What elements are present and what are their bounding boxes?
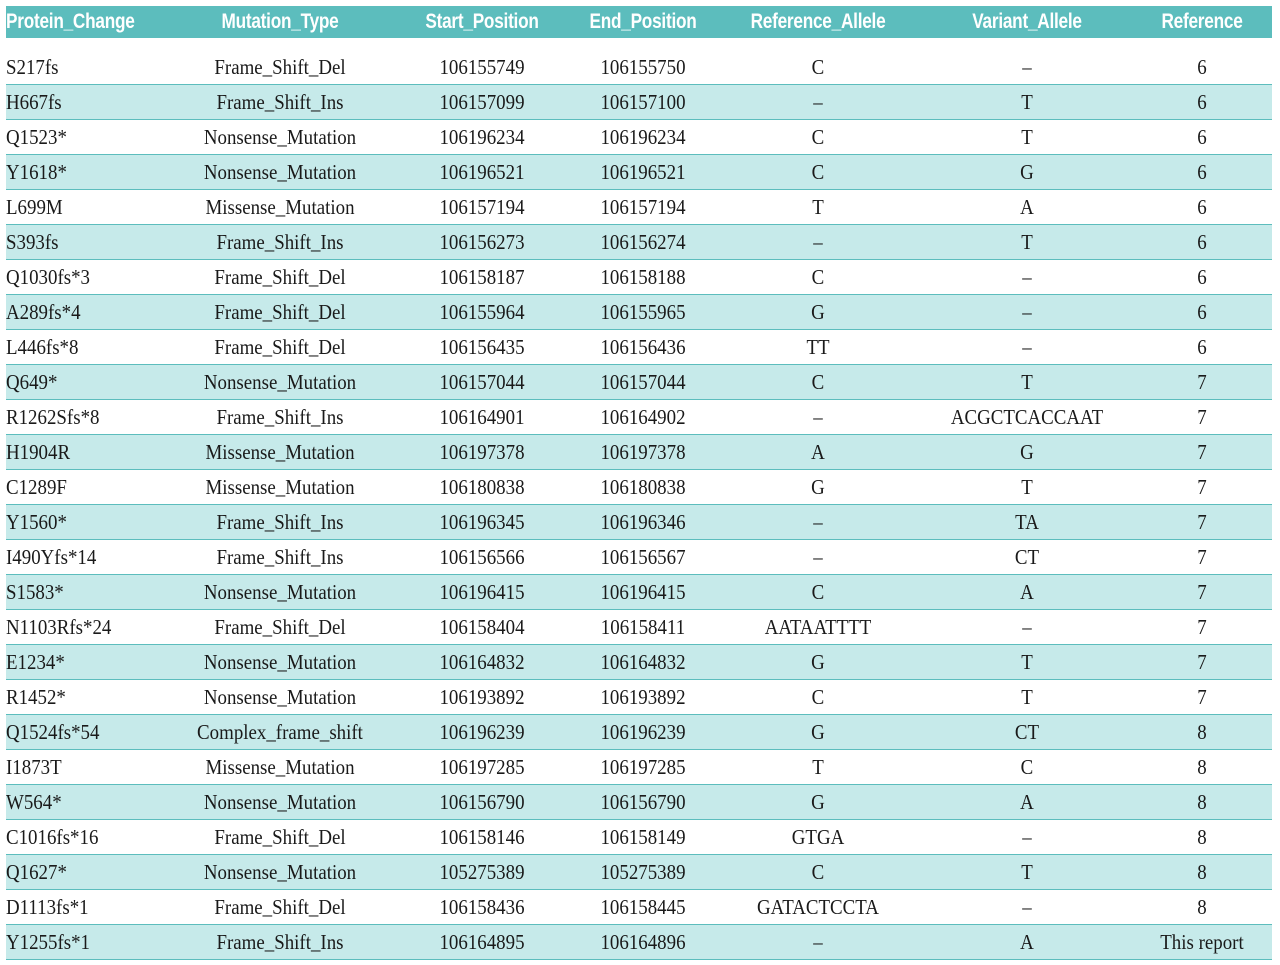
header-start-position: Start_Position [425, 10, 539, 33]
reference-allele-cell: G [811, 299, 825, 324]
reference-cell: 8 [1197, 719, 1207, 744]
protein-change-cell: Y1255fs*1 [6, 929, 91, 954]
table-row [6, 680, 1272, 715]
table-row [6, 785, 1272, 820]
mutation-type-cell: Frame_Shift_Ins [216, 404, 344, 429]
protein-change-cell: C1289F [6, 474, 67, 499]
start-position-cell: 106196239 [439, 719, 525, 744]
protein-change-cell: Y1618* [6, 159, 67, 184]
end-position-cell: 106156436 [600, 334, 686, 359]
reference-allele-cell: AATAATTTT [764, 614, 872, 639]
variant-allele-cell: G [1020, 159, 1034, 184]
header-reference-allele: Reference_Allele [750, 10, 886, 33]
reference-allele-cell: – [813, 544, 823, 569]
end-position-cell: 106197285 [600, 754, 686, 779]
reference-allele-cell: G [811, 789, 825, 814]
header-reference: Reference [1161, 10, 1243, 33]
reference-cell: 8 [1197, 754, 1207, 779]
variant-allele-cell: – [1022, 54, 1032, 79]
reference-cell: 6 [1197, 54, 1207, 79]
mutation-type-cell: Frame_Shift_Del [214, 894, 346, 919]
variant-allele-cell: – [1022, 299, 1032, 324]
reference-cell: 6 [1197, 299, 1207, 324]
end-position-cell: 106155965 [600, 299, 686, 324]
protein-change-cell: D1113fs*1 [6, 894, 89, 919]
reference-cell: 7 [1197, 404, 1207, 429]
variant-allele-cell: T [1021, 859, 1033, 884]
end-position-cell: 106158149 [600, 824, 686, 849]
reference-cell: 7 [1197, 649, 1207, 674]
table-row [6, 435, 1272, 470]
mutation-type-cell: Frame_Shift_Del [214, 299, 346, 324]
reference-allele-cell: C [811, 159, 825, 184]
reference-cell: This report [1160, 929, 1244, 954]
protein-change-cell: S217fs [6, 54, 59, 79]
mutation-type-cell: Frame_Shift_Ins [216, 229, 344, 254]
protein-change-cell: S1583* [6, 579, 64, 604]
reference-allele-cell: T [812, 754, 824, 779]
protein-change-cell: E1234* [6, 649, 65, 674]
reference-cell: 7 [1197, 614, 1207, 639]
mutation-type-cell: Nonsense_Mutation [203, 789, 357, 814]
protein-change-cell: I1873T [6, 754, 62, 779]
reference-cell: 6 [1197, 194, 1207, 219]
table-row [6, 330, 1272, 365]
variant-allele-cell: – [1022, 334, 1032, 359]
reference-cell: 8 [1197, 789, 1207, 814]
reference-allele-cell: C [811, 579, 825, 604]
start-position-cell: 106164901 [439, 404, 525, 429]
table-row [6, 225, 1272, 260]
reference-cell: 7 [1197, 369, 1207, 394]
protein-change-cell: Q1030fs*3 [6, 264, 91, 289]
table-row [6, 190, 1272, 225]
reference-allele-cell: – [813, 509, 823, 534]
protein-change-cell: Q1523* [6, 124, 67, 149]
table-row [6, 155, 1272, 190]
variant-allele-cell: T [1021, 124, 1033, 149]
mutation-type-cell: Missense_Mutation [205, 194, 355, 219]
start-position-cell: 106196521 [439, 159, 525, 184]
mutation-type-cell: Frame_Shift_Del [214, 334, 346, 359]
mutation-type-cell: Frame_Shift_Del [214, 54, 346, 79]
reference-allele-cell: G [811, 474, 825, 499]
start-position-cell: 106197378 [439, 439, 525, 464]
reference-allele-cell: GATACTCCTA [757, 894, 879, 919]
start-position-cell: 106164832 [439, 649, 525, 674]
start-position-cell: 106156435 [439, 334, 525, 359]
protein-change-cell: H667fs [6, 89, 62, 114]
start-position-cell: 106157044 [439, 369, 525, 394]
reference-cell: 7 [1197, 544, 1207, 569]
table-row [6, 715, 1272, 750]
end-position-cell: 106156274 [600, 229, 686, 254]
end-position-cell: 106155750 [600, 54, 686, 79]
table-row [6, 575, 1272, 610]
mutation-type-cell: Frame_Shift_Ins [216, 929, 344, 954]
end-position-cell: 106158445 [600, 894, 686, 919]
variant-allele-cell: T [1021, 89, 1033, 114]
variant-allele-cell: – [1022, 894, 1032, 919]
table-row [6, 855, 1272, 890]
end-position-cell: 106156790 [600, 789, 686, 814]
protein-change-cell: W564* [6, 789, 62, 814]
end-position-cell: 106196346 [600, 509, 686, 534]
end-position-cell: 106158188 [600, 264, 686, 289]
start-position-cell: 105275389 [439, 859, 525, 884]
mutation-table [6, 6, 1272, 960]
mutation-type-cell: Complex_frame_shift [197, 719, 363, 744]
reference-cell: 6 [1197, 334, 1207, 359]
variant-allele-cell: T [1021, 369, 1033, 394]
variant-allele-cell: CT [1014, 719, 1040, 744]
start-position-cell: 106155964 [439, 299, 525, 324]
variant-allele-cell: T [1021, 229, 1033, 254]
variant-allele-cell: A [1020, 929, 1034, 954]
table-header [6, 6, 1272, 38]
mutation-type-cell: Nonsense_Mutation [203, 579, 357, 604]
reference-allele-cell: TT [806, 334, 830, 359]
end-position-cell: 106197378 [600, 439, 686, 464]
reference-cell: 7 [1197, 439, 1207, 464]
variant-allele-cell: A [1020, 579, 1034, 604]
mutation-type-cell: Frame_Shift_Del [214, 614, 346, 639]
start-position-cell: 106156566 [439, 544, 525, 569]
reference-allele-cell: – [813, 89, 823, 114]
header-protein-change: Protein_Change [6, 10, 135, 33]
end-position-cell: 106164832 [600, 649, 686, 674]
reference-allele-cell: C [811, 369, 825, 394]
header-variant-allele: Variant_Allele [972, 10, 1082, 33]
end-position-cell: 106157044 [600, 369, 686, 394]
reference-allele-cell: – [813, 929, 823, 954]
table-row [6, 540, 1272, 575]
table-row [6, 470, 1272, 505]
mutation-type-cell: Missense_Mutation [205, 474, 355, 499]
end-position-cell: 106196234 [600, 124, 686, 149]
reference-cell: 7 [1197, 579, 1207, 604]
reference-cell: 6 [1197, 264, 1207, 289]
start-position-cell: 106158436 [439, 894, 525, 919]
reference-allele-cell: C [811, 264, 825, 289]
start-position-cell: 106164895 [439, 929, 525, 954]
reference-allele-cell: C [811, 859, 825, 884]
mutation-type-cell: Frame_Shift_Ins [216, 509, 344, 534]
mutation-type-cell: Nonsense_Mutation [203, 159, 357, 184]
reference-cell: 7 [1197, 509, 1207, 534]
start-position-cell: 106156273 [439, 229, 525, 254]
mutation-type-cell: Missense_Mutation [205, 439, 355, 464]
table-row [6, 925, 1272, 960]
reference-allele-cell: C [811, 124, 825, 149]
mutation-type-cell: Frame_Shift_Ins [216, 89, 344, 114]
start-position-cell: 106196345 [439, 509, 525, 534]
mutation-type-cell: Frame_Shift_Del [214, 824, 346, 849]
start-position-cell: 106197285 [439, 754, 525, 779]
end-position-cell: 106157194 [600, 194, 686, 219]
end-position-cell: 106156567 [600, 544, 686, 569]
reference-cell: 7 [1197, 684, 1207, 709]
table-row [6, 85, 1272, 120]
reference-cell: 6 [1197, 159, 1207, 184]
reference-cell: 6 [1197, 89, 1207, 114]
variant-allele-cell: CT [1014, 544, 1040, 569]
end-position-cell: 106180838 [600, 474, 686, 499]
table-row [6, 750, 1272, 785]
table-row [6, 260, 1272, 295]
variant-allele-cell: T [1021, 649, 1033, 674]
table-row [6, 645, 1272, 680]
reference-cell: 7 [1197, 474, 1207, 499]
protein-change-cell: H1904R [6, 439, 71, 464]
protein-change-cell: Q649* [6, 369, 58, 394]
table-row [6, 505, 1272, 540]
table-row [6, 50, 1272, 85]
reference-allele-cell: G [811, 719, 825, 744]
mutation-type-cell: Nonsense_Mutation [203, 369, 357, 394]
reference-allele-cell: GTGA [791, 824, 845, 849]
protein-change-cell: Q1524fs*54 [6, 719, 100, 744]
variant-allele-cell: T [1021, 684, 1033, 709]
table-row [6, 365, 1272, 400]
protein-change-cell: C1016fs*16 [6, 824, 99, 849]
end-position-cell: 106196239 [600, 719, 686, 744]
reference-allele-cell: – [813, 404, 823, 429]
table-row [6, 890, 1272, 925]
end-position-cell: 106193892 [600, 684, 686, 709]
end-position-cell: 106196415 [600, 579, 686, 604]
start-position-cell: 106157099 [439, 89, 525, 114]
table-body [6, 50, 1272, 960]
table-row [6, 610, 1272, 645]
variant-allele-cell: – [1022, 264, 1032, 289]
protein-change-cell: L446fs*8 [6, 334, 79, 359]
start-position-cell: 106158404 [439, 614, 525, 639]
reference-cell: 8 [1197, 824, 1207, 849]
mutation-type-cell: Nonsense_Mutation [203, 859, 357, 884]
protein-change-cell: R1452* [6, 684, 66, 709]
mutation-type-cell: Nonsense_Mutation [203, 649, 357, 674]
start-position-cell: 106180838 [439, 474, 525, 499]
header-end-position: End_Position [589, 10, 697, 33]
start-position-cell: 106196234 [439, 124, 525, 149]
reference-cell: 8 [1197, 894, 1207, 919]
variant-allele-cell: C [1020, 754, 1034, 779]
variant-allele-cell: A [1020, 194, 1034, 219]
reference-allele-cell: G [811, 649, 825, 674]
table-row [6, 820, 1272, 855]
reference-allele-cell: C [811, 54, 825, 79]
protein-change-cell: R1262Sfs*8 [6, 404, 100, 429]
mutation-type-cell: Nonsense_Mutation [203, 684, 357, 709]
protein-change-cell: I490Yfs*14 [6, 544, 97, 569]
header-mutation-type: Mutation_Type [221, 10, 339, 33]
start-position-cell: 106158187 [439, 264, 525, 289]
protein-change-cell: L699M [6, 194, 63, 219]
variant-allele-cell: ACGCTCACCAAT [950, 404, 1104, 429]
start-position-cell: 106157194 [439, 194, 525, 219]
start-position-cell: 106156790 [439, 789, 525, 814]
reference-cell: 6 [1197, 124, 1207, 149]
start-position-cell: 106193892 [439, 684, 525, 709]
start-position-cell: 106158146 [439, 824, 525, 849]
protein-change-cell: Q1627* [6, 859, 67, 884]
start-position-cell: 106155749 [439, 54, 525, 79]
mutation-type-cell: Frame_Shift_Del [214, 264, 346, 289]
variant-allele-cell: G [1020, 439, 1034, 464]
mutation-type-cell: Missense_Mutation [205, 754, 355, 779]
reference-cell: 8 [1197, 859, 1207, 884]
end-position-cell: 106157100 [600, 89, 686, 114]
reference-allele-cell: A [811, 439, 825, 464]
start-position-cell: 106196415 [439, 579, 525, 604]
reference-allele-cell: – [813, 229, 823, 254]
variant-allele-cell: – [1022, 824, 1032, 849]
protein-change-cell: A289fs*4 [6, 299, 81, 324]
end-position-cell: 106164896 [600, 929, 686, 954]
table-row [6, 120, 1272, 155]
protein-change-cell: N1103Rfs*24 [6, 614, 112, 639]
protein-change-cell: S393fs [6, 229, 59, 254]
variant-allele-cell: T [1021, 474, 1033, 499]
end-position-cell: 105275389 [600, 859, 686, 884]
end-position-cell: 106158411 [600, 614, 686, 639]
variant-allele-cell: TA [1015, 509, 1039, 534]
mutation-type-cell: Nonsense_Mutation [203, 124, 357, 149]
variant-allele-cell: A [1020, 789, 1034, 814]
table-row [6, 295, 1272, 330]
variant-allele-cell: – [1022, 614, 1032, 639]
end-position-cell: 106164902 [600, 404, 686, 429]
reference-allele-cell: T [812, 194, 824, 219]
end-position-cell: 106196521 [600, 159, 686, 184]
reference-allele-cell: C [811, 684, 825, 709]
protein-change-cell: Y1560* [6, 509, 67, 534]
reference-cell: 6 [1197, 229, 1207, 254]
table-row [6, 400, 1272, 435]
mutation-type-cell: Frame_Shift_Ins [216, 544, 344, 569]
